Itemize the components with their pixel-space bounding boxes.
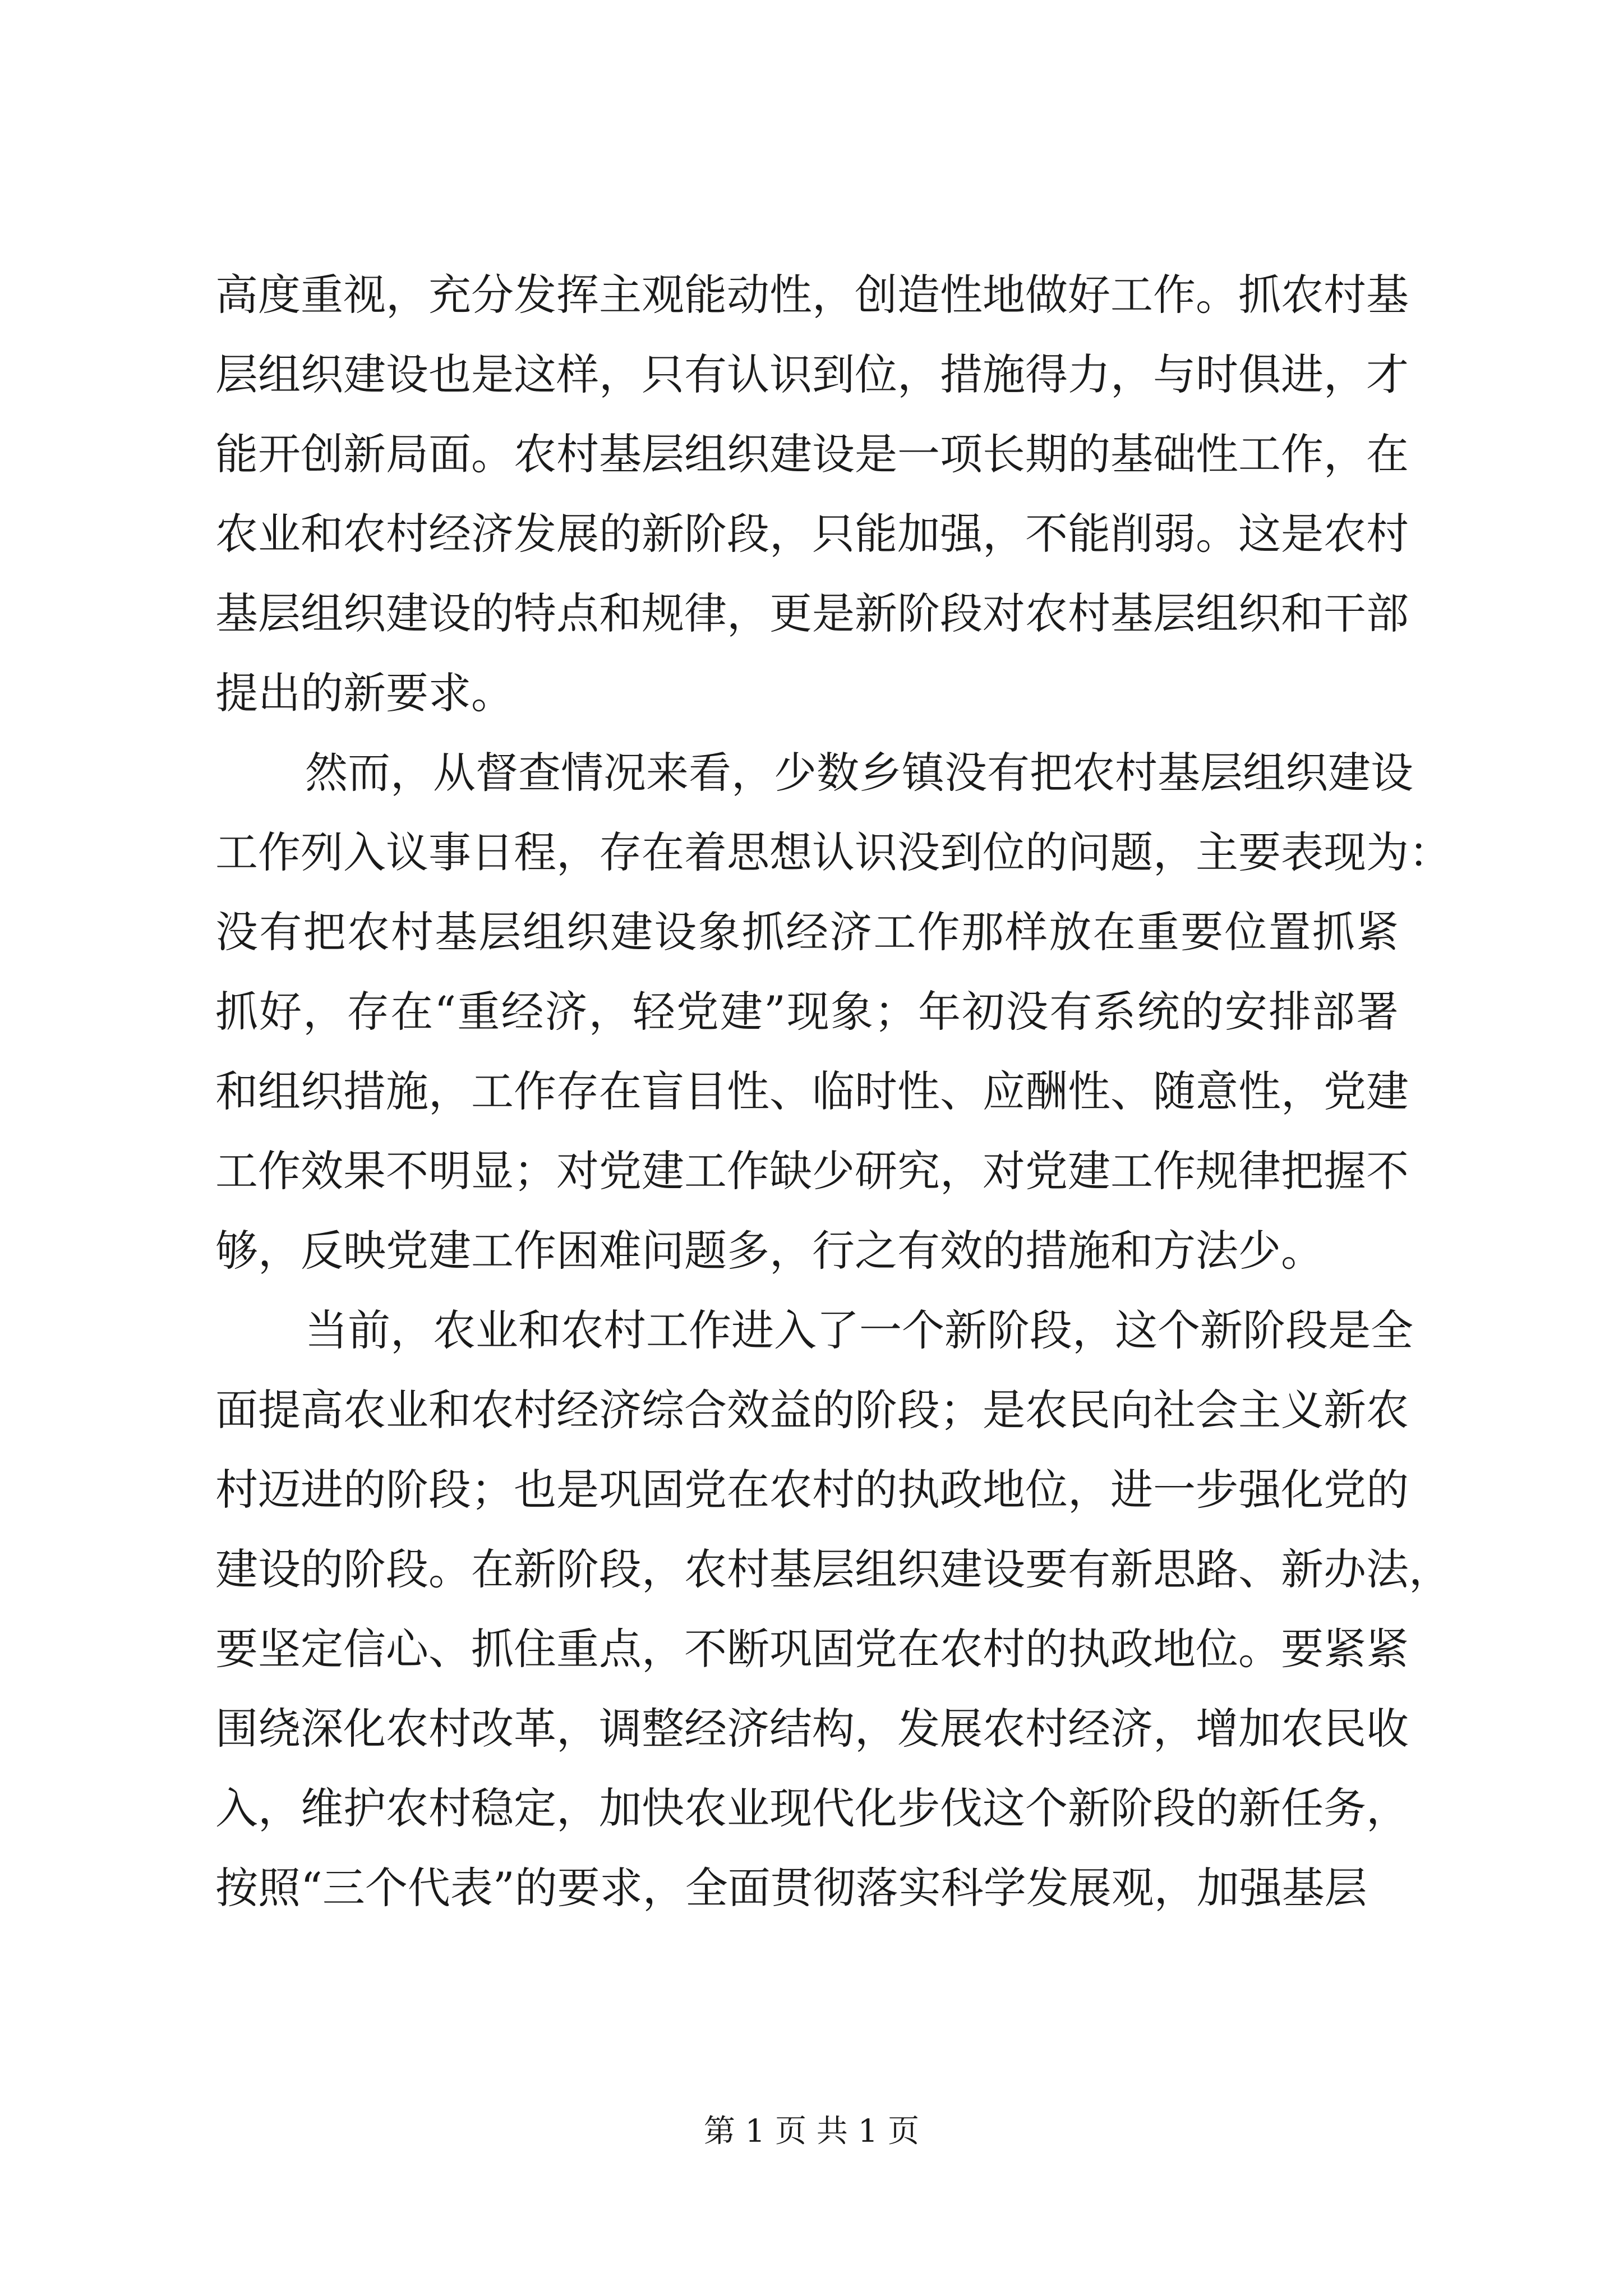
- text-line: 抓好，存在“重经济，轻党建”现象；年初没有系统的安排部署: [215, 987, 1399, 1037]
- text-line: 入，维护农村稳定，加快农业现代化步伐这个新阶段的新任务，: [215, 1783, 1409, 1833]
- text-line: 和组织措施，工作存在盲目性、临时性、应酬性、随意性，党建: [215, 1066, 1409, 1116]
- paragraph: [215, 1291, 1451, 1928]
- text-line: 围绕深化农村改革，调整经济结构，发展农村经济，增加农民收: [215, 1704, 1409, 1754]
- text-line: 基层组织建设的特点和规律，更是新阶段对农村基层组织和干部: [215, 588, 1409, 638]
- text-line: 工作效果不明显；对党建工作缺少研究，对党建工作规律把握不: [215, 1146, 1409, 1196]
- paragraph: [215, 733, 1451, 1291]
- text-line: 没有把农村基层组织建设象抓经济工作那样放在重要位置抓紧: [215, 907, 1399, 957]
- text-line: 村迈进的阶段；也是巩固党在农村的执政地位，进一步强化党的: [215, 1465, 1409, 1515]
- text-line: 层组织建设也是这样，只有认识到位，措施得力，与时俱进，才: [215, 349, 1409, 399]
- text-line: 农业和农村经济发展的新阶段，只能加强，不能削弱。这是农村: [215, 509, 1409, 559]
- page-footer: 第 1 页 共 1 页: [703, 2113, 920, 2150]
- text-line: 要坚定信心、抓住重点，不断巩固党在农村的执政地位。要紧紧: [215, 1624, 1409, 1674]
- text-line: 建设的阶段。在新阶段，农村基层组织建设要有新思路、新办法，: [215, 1544, 1451, 1594]
- text-line: 工作列入议事日程，存在着思想认识没到位的问题，主要表现为：: [215, 827, 1451, 877]
- text-line: 够，反映党建工作困难问题多，行之有效的措施和方法少。: [215, 1226, 1324, 1276]
- text-line: 当前，农业和农村工作进入了一个新阶段，这个新阶段是全: [305, 1305, 1413, 1355]
- text-line: 高度重视，充分发挥主观能动性，创造性地做好工作。抓农村基: [215, 270, 1409, 320]
- text-line: 提出的新要求。: [215, 668, 514, 718]
- paragraph: [215, 255, 1409, 733]
- text-line: 面提高农业和农村经济综合效益的阶段；是农民向社会主义新农: [215, 1385, 1409, 1435]
- text-line: 按照“三个代表”的要求，全面贯彻落实科学发展观，加强基层: [215, 1863, 1367, 1913]
- text-line: 能开创新局面。农村基层组织建设是一项长期的基础性工作，在: [215, 429, 1409, 479]
- document-body: [215, 255, 1451, 1928]
- text-line: 然而，从督查情况来看，少数乡镇没有把农村基层组织建设: [305, 748, 1413, 798]
